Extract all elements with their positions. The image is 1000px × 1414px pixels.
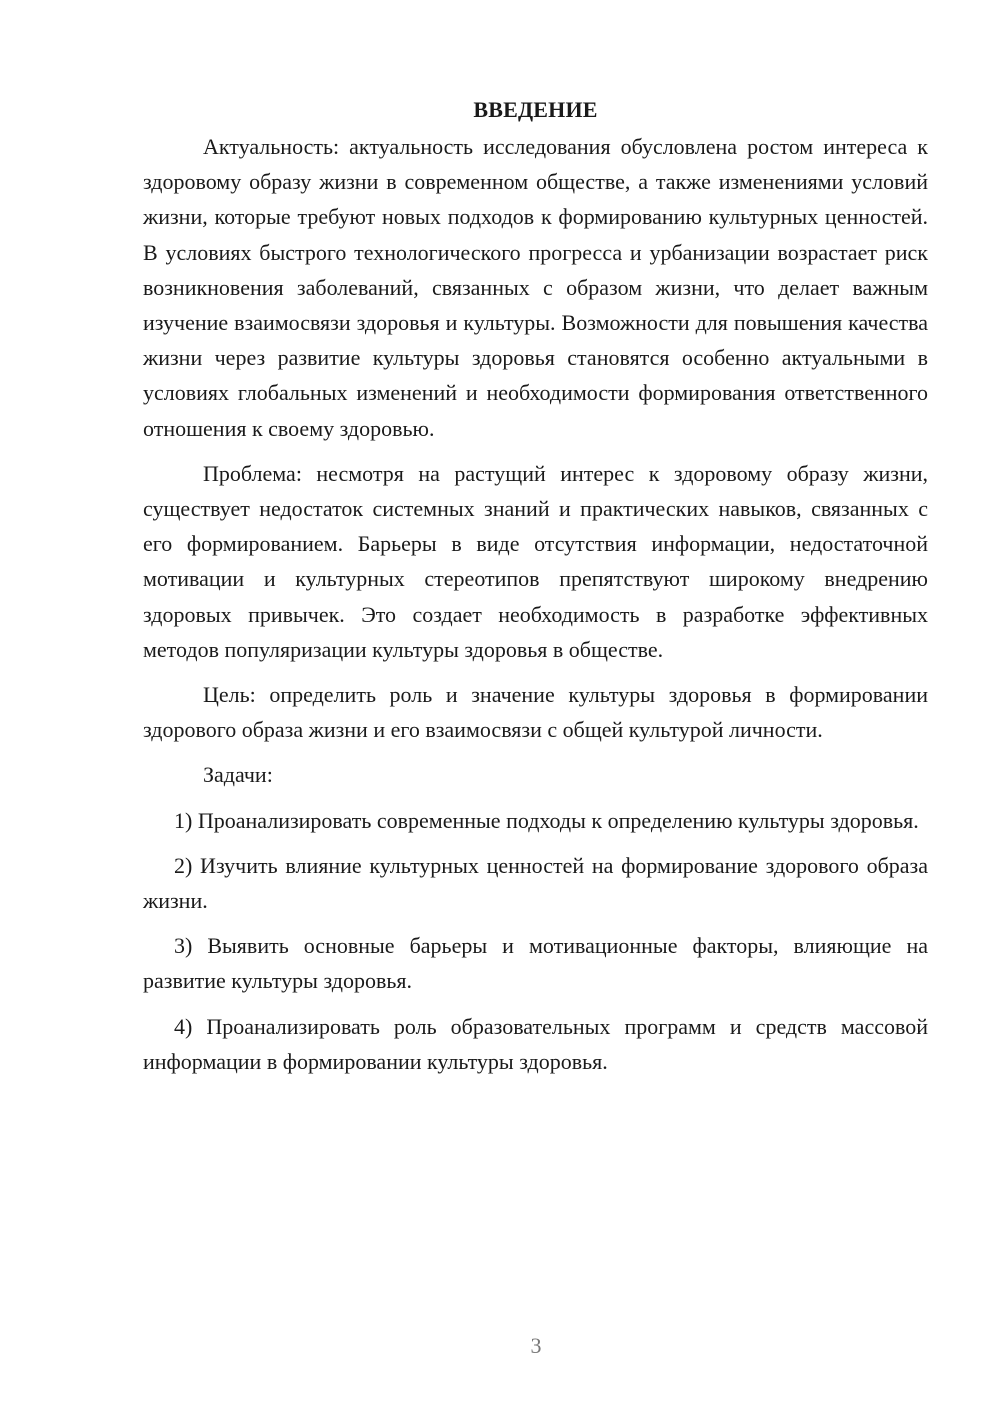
paragraph-problem: Проблема: несмотря на растущий интерес к здоровому образу жизни, существует недостаток системных знаний и практических навыков, связанных с его формированием. Барьеры в виде отсутствия информации, недостаточной мотивации и культурных стереотипов препятствуют широкому внедрению здоровых привычек. Это создает необходимость в разработке эффективных методов популяризации культуры здоровья в обществе. <box>143 460 928 662</box>
paragraph-relevance: Актуальность: актуальность исследования обусловлена ростом интереса к здоровому образу жизни в современном обществе, а также изменениями условий жизни, которые требуют новых подходов к формированию культурных ценностей. В условиях быстрого технологического прогресса и урбанизации возрастает риск возникновения заболеваний, связанных с образом жизни, что делает важным изучение взаимосвязи здоровья и культуры. Возможности для повышения качества жизни через развитие культуры здоровья становятся особенно актуальными в условиях глобальных изменений и необходимости формирования ответственного отношения к своему здоровью. <box>143 134 928 441</box>
task-item-2: 2) Изучить влияние культурных ценностей на формирование здорового образа жизни. <box>143 852 928 914</box>
tasks-heading: Задачи: <box>203 762 273 788</box>
paragraph-goal: Цель: определить роль и значение культуры здоровья в формировании здорового образа жизни и его взаимосвязи с общей культурой личности. <box>143 682 928 743</box>
page-number: 3 <box>530 1333 542 1358</box>
task-item-1: 1) Проанализировать современные подходы к определению культуры здоровья. <box>174 807 919 833</box>
task-item-3: 3) Выявить основные барьеры и мотивационные факторы, влияющие на развитие культуры здоровья. <box>143 933 928 994</box>
document-page <box>143 92 928 1079</box>
task-item-4: 4) Проанализировать роль образовательных программ и средств массовой информации в формировании культуры здоровья. <box>143 1013 928 1074</box>
document-title: ВВЕДЕНИЕ <box>473 97 598 122</box>
